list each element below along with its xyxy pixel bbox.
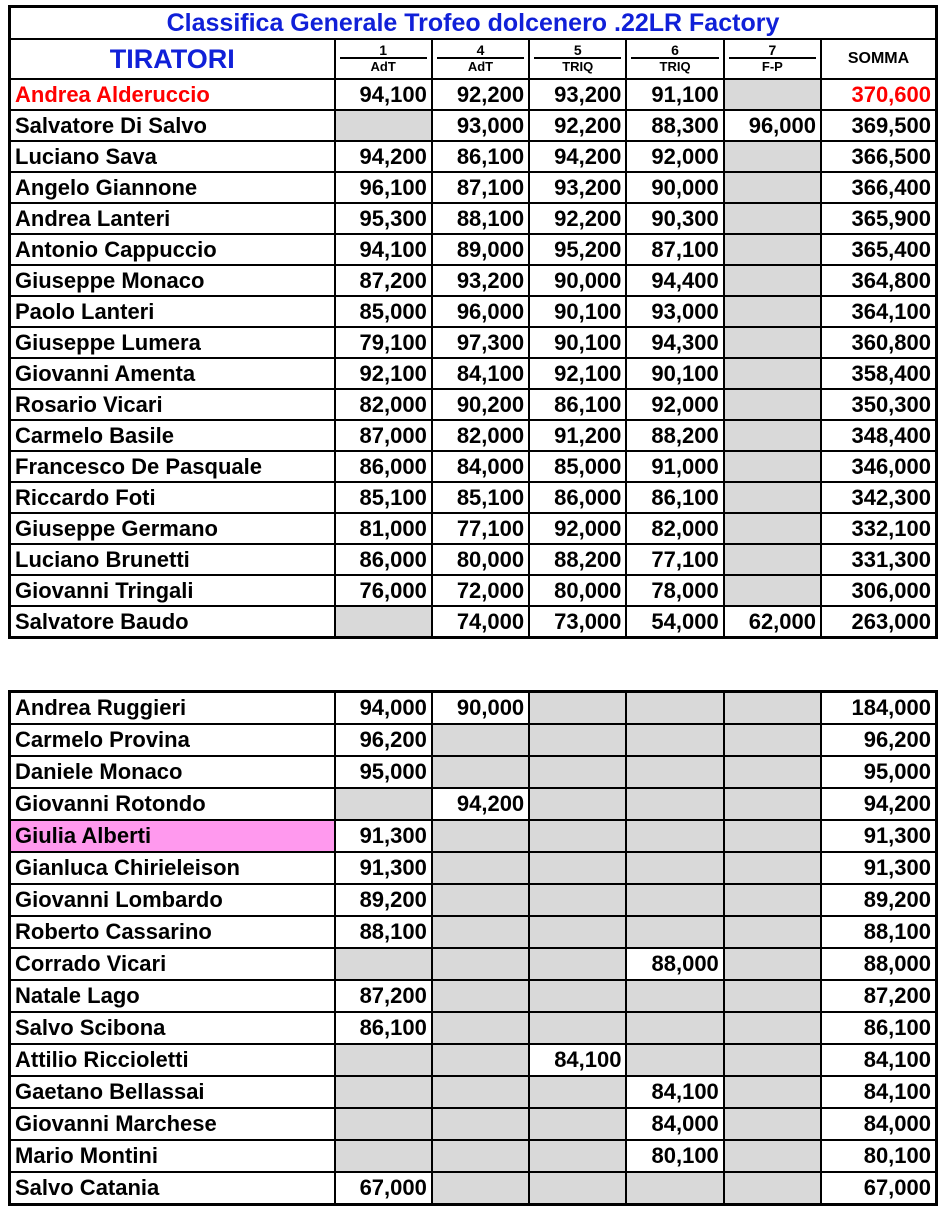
- total-cell: 87,200: [821, 980, 936, 1012]
- score-cell: [335, 1076, 432, 1108]
- total-cell: 80,100: [821, 1140, 936, 1172]
- score-cell: [626, 820, 723, 852]
- score-cell: [626, 852, 723, 884]
- score-cell: 90,100: [529, 296, 626, 327]
- total-cell: 84,000: [821, 1108, 936, 1140]
- table-row: [10, 980, 937, 1012]
- score-cell: 94,200: [529, 141, 626, 172]
- total-cell: 346,000: [821, 451, 937, 482]
- score-cell: 62,000: [724, 606, 821, 638]
- shooter-name: Giuseppe Germano: [10, 513, 335, 544]
- score-cell: [626, 884, 723, 916]
- score-cell: 95,200: [529, 234, 626, 265]
- shooter-name: Giovanni Amenta: [10, 358, 335, 389]
- score-cell: [724, 234, 821, 265]
- score-cell: [626, 1012, 723, 1044]
- score-cell: 89,000: [432, 234, 529, 265]
- shooter-name: Natale Lago: [10, 980, 335, 1012]
- score-cell: [529, 1076, 626, 1108]
- score-cell: 90,100: [529, 327, 626, 358]
- shooter-name: Andrea Ruggieri: [10, 692, 335, 725]
- score-cell: 88,000: [626, 948, 723, 980]
- table-row: [10, 1012, 937, 1044]
- score-cell: 86,000: [529, 482, 626, 513]
- score-cell: [724, 852, 821, 884]
- table-row: [10, 451, 937, 482]
- score-cell: 92,000: [529, 513, 626, 544]
- score-cell: [432, 1172, 529, 1205]
- shooter-name: Giovanni Tringali: [10, 575, 335, 606]
- score-cell: 88,100: [335, 916, 432, 948]
- score-cell: [724, 1140, 821, 1172]
- score-cell: [626, 756, 723, 788]
- score-cell: 96,200: [335, 724, 432, 756]
- table-row: [10, 358, 937, 389]
- shooter-name: Angelo Giannone: [10, 172, 335, 203]
- table-row: [10, 296, 937, 327]
- score-cell: [529, 788, 626, 820]
- total-cell: 364,800: [821, 265, 937, 296]
- score-cell: 96,000: [432, 296, 529, 327]
- score-cell: [626, 1172, 723, 1205]
- shooter-name: Giovanni Marchese: [10, 1108, 335, 1140]
- score-cell: 84,100: [626, 1076, 723, 1108]
- score-cell: [724, 544, 821, 575]
- score-cell: 94,300: [626, 327, 723, 358]
- total-cell: 184,000: [821, 692, 936, 725]
- score-cell: [432, 884, 529, 916]
- table-row: [10, 884, 937, 916]
- score-cell: [724, 948, 821, 980]
- score-cell: [529, 916, 626, 948]
- table-row: [10, 141, 937, 172]
- score-cell: [432, 980, 529, 1012]
- column-header-4: 6 TRIQ: [626, 39, 723, 79]
- total-cell: 89,200: [821, 884, 936, 916]
- column-header-3: 5 TRIQ: [529, 39, 626, 79]
- score-cell: [724, 1076, 821, 1108]
- score-cell: [529, 756, 626, 788]
- score-cell: 96,000: [724, 110, 821, 141]
- total-cell: 88,100: [821, 916, 936, 948]
- shooter-name: Daniele Monaco: [10, 756, 335, 788]
- score-cell: 87,200: [335, 265, 432, 296]
- table-row: [10, 756, 937, 788]
- table-row: [10, 575, 937, 606]
- score-cell: 90,200: [432, 389, 529, 420]
- total-cell: 348,400: [821, 420, 937, 451]
- score-cell: [724, 358, 821, 389]
- shooter-name: Giovanni Rotondo: [10, 788, 335, 820]
- shooter-name: Riccardo Foti: [10, 482, 335, 513]
- score-cell: [432, 756, 529, 788]
- score-cell: 90,000: [529, 265, 626, 296]
- score-cell: 92,000: [626, 389, 723, 420]
- score-cell: [529, 948, 626, 980]
- table-row: [10, 1076, 937, 1108]
- score-cell: [724, 482, 821, 513]
- total-cell: 306,000: [821, 575, 937, 606]
- score-cell: 91,000: [626, 451, 723, 482]
- shooter-name: Giuseppe Monaco: [10, 265, 335, 296]
- total-cell: 366,500: [821, 141, 937, 172]
- score-cell: 86,000: [335, 544, 432, 575]
- total-cell: 350,300: [821, 389, 937, 420]
- score-cell: 87,000: [335, 420, 432, 451]
- table-row: [10, 544, 937, 575]
- shooter-name: Luciano Brunetti: [10, 544, 335, 575]
- table-row: [10, 110, 937, 141]
- score-cell: [724, 980, 821, 1012]
- score-cell: [432, 1044, 529, 1076]
- score-cell: 84,100: [529, 1044, 626, 1076]
- score-cell: 91,300: [335, 852, 432, 884]
- total-cell: 360,800: [821, 327, 937, 358]
- score-cell: [724, 884, 821, 916]
- score-cell: [432, 1076, 529, 1108]
- total-cell: 331,300: [821, 544, 937, 575]
- score-cell: 92,200: [529, 203, 626, 234]
- score-cell: [626, 788, 723, 820]
- score-cell: 90,000: [432, 692, 529, 725]
- score-cell: [626, 692, 723, 725]
- total-cell: 365,400: [821, 234, 937, 265]
- score-cell: [335, 788, 432, 820]
- score-cell: 77,100: [432, 513, 529, 544]
- score-cell: 87,100: [626, 234, 723, 265]
- column-header-row: [10, 39, 937, 79]
- score-cell: [724, 265, 821, 296]
- score-cell: [335, 1108, 432, 1140]
- score-cell: 91,200: [529, 420, 626, 451]
- table-row: [10, 820, 937, 852]
- score-cell: [432, 724, 529, 756]
- score-cell: [724, 575, 821, 606]
- score-cell: 94,400: [626, 265, 723, 296]
- total-cell: 332,100: [821, 513, 937, 544]
- score-cell: 85,100: [335, 482, 432, 513]
- score-cell: [529, 1172, 626, 1205]
- shooter-name: Francesco De Pasquale: [10, 451, 335, 482]
- score-cell: 87,200: [335, 980, 432, 1012]
- score-cell: [529, 884, 626, 916]
- shooter-name: Salvo Catania: [10, 1172, 335, 1205]
- score-cell: [432, 1108, 529, 1140]
- table-row: [10, 79, 937, 110]
- total-cell: 369,500: [821, 110, 937, 141]
- shooter-name: Attilio Riccioletti: [10, 1044, 335, 1076]
- score-cell: [724, 788, 821, 820]
- table-row: [10, 1172, 937, 1205]
- score-cell: 85,000: [335, 296, 432, 327]
- score-cell: 78,000: [626, 575, 723, 606]
- column-header-2: 4 AdT: [432, 39, 529, 79]
- shooter-name: Salvatore Baudo: [10, 606, 335, 638]
- shooter-name: Giuseppe Lumera: [10, 327, 335, 358]
- table-row: [10, 234, 937, 265]
- score-cell: 91,100: [626, 79, 723, 110]
- score-cell: 90,000: [626, 172, 723, 203]
- table-row: [10, 1108, 937, 1140]
- table-row: [10, 692, 937, 725]
- score-cell: [724, 451, 821, 482]
- score-cell: 86,100: [529, 389, 626, 420]
- score-cell: [529, 980, 626, 1012]
- score-cell: [529, 1012, 626, 1044]
- shooter-name: Andrea Alderuccio: [10, 79, 335, 110]
- total-cell: 91,300: [821, 852, 936, 884]
- score-cell: 77,100: [626, 544, 723, 575]
- score-cell: 92,100: [335, 358, 432, 389]
- column-header-5: 7 F-P: [724, 39, 821, 79]
- score-cell: 80,100: [626, 1140, 723, 1172]
- score-cell: 86,000: [335, 451, 432, 482]
- score-cell: [724, 820, 821, 852]
- score-cell: 94,100: [335, 234, 432, 265]
- score-cell: 94,200: [432, 788, 529, 820]
- total-cell: 364,100: [821, 296, 937, 327]
- score-cell: 94,000: [335, 692, 432, 725]
- score-cell: 92,200: [529, 110, 626, 141]
- score-cell: [724, 389, 821, 420]
- shooter-name: Mario Montini: [10, 1140, 335, 1172]
- shooter-name: Giulia Alberti: [10, 820, 335, 852]
- score-cell: 95,300: [335, 203, 432, 234]
- score-cell: 93,000: [626, 296, 723, 327]
- table-row: [10, 172, 937, 203]
- score-cell: 92,000: [626, 141, 723, 172]
- score-cell: [626, 916, 723, 948]
- score-cell: 88,100: [432, 203, 529, 234]
- table-row: [10, 482, 937, 513]
- score-cell: [432, 916, 529, 948]
- score-cell: [432, 820, 529, 852]
- score-cell: [335, 606, 432, 638]
- score-cell: [724, 916, 821, 948]
- score-cell: 85,100: [432, 482, 529, 513]
- total-cell: 263,000: [821, 606, 937, 638]
- score-cell: [724, 1044, 821, 1076]
- shooters-header: TIRATORI: [10, 39, 335, 79]
- score-cell: [335, 1044, 432, 1076]
- score-cell: [432, 1012, 529, 1044]
- shooter-name: Paolo Lanteri: [10, 296, 335, 327]
- shooter-name: Carmelo Basile: [10, 420, 335, 451]
- score-cell: 86,100: [626, 482, 723, 513]
- table-row: [10, 852, 937, 884]
- total-cell: 84,100: [821, 1076, 936, 1108]
- score-cell: 94,200: [335, 141, 432, 172]
- table-row: [10, 1044, 937, 1076]
- shooter-name: Salvatore Di Salvo: [10, 110, 335, 141]
- total-cell: 358,400: [821, 358, 937, 389]
- score-cell: [724, 756, 821, 788]
- score-cell: 97,300: [432, 327, 529, 358]
- score-cell: [335, 1140, 432, 1172]
- score-cell: [529, 820, 626, 852]
- score-cell: [432, 948, 529, 980]
- total-cell: 96,200: [821, 724, 936, 756]
- score-cell: [529, 724, 626, 756]
- shooter-name: Luciano Sava: [10, 141, 335, 172]
- score-cell: 82,000: [432, 420, 529, 451]
- score-cell: 90,100: [626, 358, 723, 389]
- score-cell: [724, 79, 821, 110]
- total-header: SOMMA: [821, 39, 937, 79]
- score-cell: 93,200: [432, 265, 529, 296]
- score-cell: [724, 172, 821, 203]
- table-row: [10, 948, 937, 980]
- total-cell: 342,300: [821, 482, 937, 513]
- score-cell: 88,200: [626, 420, 723, 451]
- score-cell: 84,000: [432, 451, 529, 482]
- score-cell: [724, 296, 821, 327]
- score-cell: 91,300: [335, 820, 432, 852]
- score-cell: 82,000: [626, 513, 723, 544]
- total-cell: 86,100: [821, 1012, 936, 1044]
- column-header-1: 1 AdT: [335, 39, 432, 79]
- score-cell: 84,100: [432, 358, 529, 389]
- score-cell: 94,100: [335, 79, 432, 110]
- shooter-name: Gaetano Bellassai: [10, 1076, 335, 1108]
- other-shooters-table: [8, 690, 938, 1206]
- table-row: [10, 724, 937, 756]
- table-row: [10, 203, 937, 234]
- main-ranking-table: [8, 5, 938, 639]
- shooter-name: Carmelo Provina: [10, 724, 335, 756]
- total-cell: 84,100: [821, 1044, 936, 1076]
- score-cell: [724, 513, 821, 544]
- score-cell: 93,200: [529, 79, 626, 110]
- shooter-name: Corrado Vicari: [10, 948, 335, 980]
- table-row: [10, 513, 937, 544]
- score-cell: 92,200: [432, 79, 529, 110]
- score-cell: 96,100: [335, 172, 432, 203]
- score-cell: 90,300: [626, 203, 723, 234]
- score-cell: 85,000: [529, 451, 626, 482]
- total-cell: 67,000: [821, 1172, 936, 1205]
- table-row: [10, 788, 937, 820]
- score-cell: 87,100: [432, 172, 529, 203]
- score-cell: [724, 141, 821, 172]
- score-cell: [626, 980, 723, 1012]
- score-cell: [335, 948, 432, 980]
- total-cell: 95,000: [821, 756, 936, 788]
- shooter-name: Giovanni Lombardo: [10, 884, 335, 916]
- score-cell: 81,000: [335, 513, 432, 544]
- table-row: [10, 327, 937, 358]
- page-title: Classifica Generale Trofeo dolcenero .22LR Factory: [10, 7, 937, 40]
- shooter-name: Antonio Cappuccio: [10, 234, 335, 265]
- score-cell: 74,000: [432, 606, 529, 638]
- score-cell: [529, 852, 626, 884]
- total-cell: 88,000: [821, 948, 936, 980]
- score-cell: 95,000: [335, 756, 432, 788]
- score-cell: 93,200: [529, 172, 626, 203]
- score-cell: [626, 724, 723, 756]
- total-cell: 91,300: [821, 820, 936, 852]
- score-cell: 93,000: [432, 110, 529, 141]
- score-cell: [432, 1140, 529, 1172]
- score-cell: [529, 692, 626, 725]
- score-cell: 89,200: [335, 884, 432, 916]
- score-cell: 79,100: [335, 327, 432, 358]
- score-cell: 86,100: [335, 1012, 432, 1044]
- score-cell: 67,000: [335, 1172, 432, 1205]
- score-cell: [529, 1140, 626, 1172]
- score-cell: 86,100: [432, 141, 529, 172]
- score-cell: 54,000: [626, 606, 723, 638]
- score-cell: 80,000: [432, 544, 529, 575]
- score-cell: 73,000: [529, 606, 626, 638]
- table-row: [10, 389, 937, 420]
- table-row: [10, 1140, 937, 1172]
- score-cell: 88,200: [529, 544, 626, 575]
- total-cell: 370,600: [821, 79, 937, 110]
- table-row: [10, 420, 937, 451]
- score-cell: 88,300: [626, 110, 723, 141]
- score-cell: 76,000: [335, 575, 432, 606]
- table-row: [10, 265, 937, 296]
- table-row: [10, 916, 937, 948]
- table-row: [10, 606, 937, 638]
- total-cell: 94,200: [821, 788, 936, 820]
- score-cell: [724, 327, 821, 358]
- score-cell: 82,000: [335, 389, 432, 420]
- score-cell: [724, 1172, 821, 1205]
- total-cell: 365,900: [821, 203, 937, 234]
- score-cell: [724, 203, 821, 234]
- score-cell: [724, 420, 821, 451]
- score-cell: [529, 1108, 626, 1140]
- score-cell: [724, 724, 821, 756]
- shooter-name: Rosario Vicari: [10, 389, 335, 420]
- shooter-name: Roberto Cassarino: [10, 916, 335, 948]
- score-cell: 92,100: [529, 358, 626, 389]
- score-cell: [432, 852, 529, 884]
- score-cell: [626, 1044, 723, 1076]
- score-cell: 80,000: [529, 575, 626, 606]
- score-cell: [335, 110, 432, 141]
- score-cell: 72,000: [432, 575, 529, 606]
- score-cell: [724, 692, 821, 725]
- shooter-name: Andrea Lanteri: [10, 203, 335, 234]
- shooter-name: Salvo Scibona: [10, 1012, 335, 1044]
- score-cell: [724, 1012, 821, 1044]
- total-cell: 366,400: [821, 172, 937, 203]
- score-cell: 84,000: [626, 1108, 723, 1140]
- score-cell: [724, 1108, 821, 1140]
- shooter-name: Gianluca Chirieleison: [10, 852, 335, 884]
